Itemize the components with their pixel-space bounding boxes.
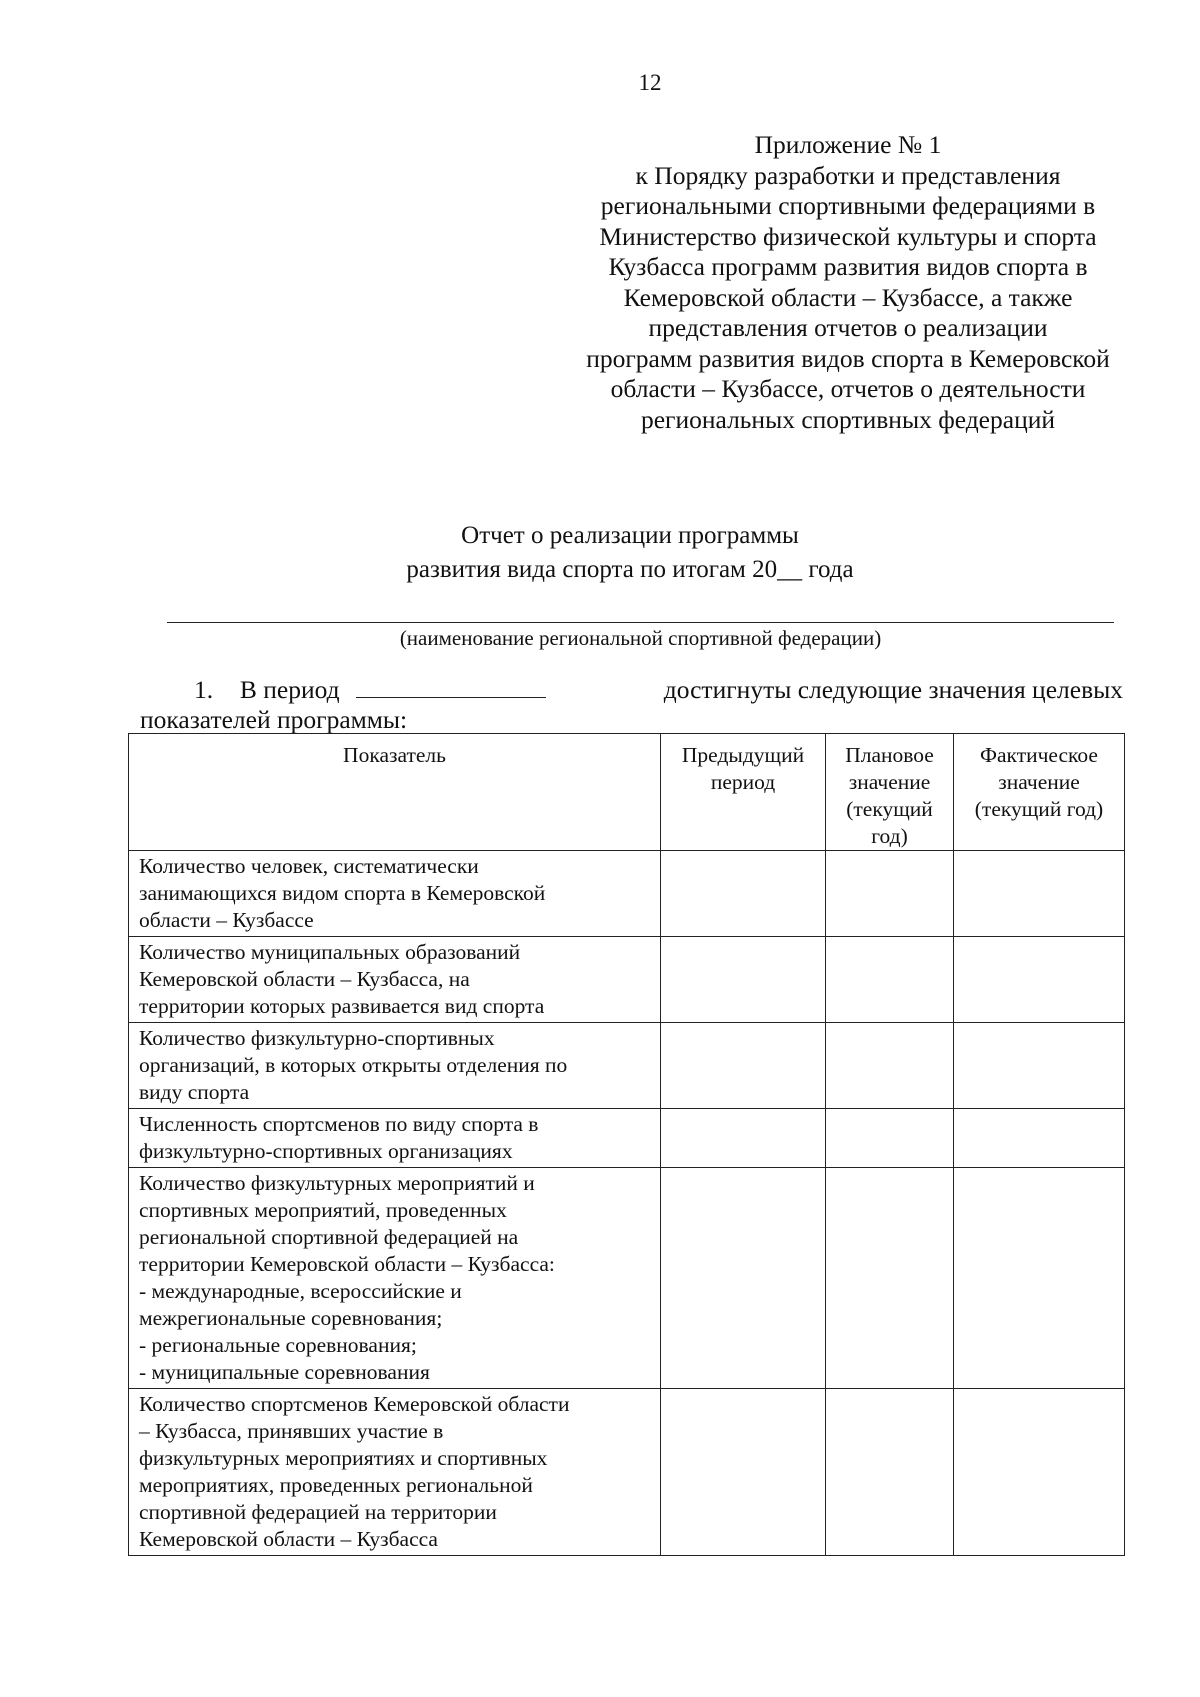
actual-value-cell[interactable] [954, 1109, 1125, 1168]
indicator-cell [129, 1023, 661, 1109]
header-actual-value: Фактическое значение (текущий год) [954, 734, 1125, 851]
planned-value-cell[interactable] [826, 937, 954, 1023]
previous-value-cell[interactable] [661, 851, 826, 937]
actual-value-cell[interactable] [954, 937, 1125, 1023]
table-row [129, 1389, 1125, 1556]
report-title [330, 519, 930, 587]
previous-value-cell[interactable] [661, 1109, 826, 1168]
planned-value-cell[interactable] [826, 1168, 954, 1389]
indicator-line: спортивных мероприятий, проведенных [139, 1198, 507, 1222]
indicator-line: Количество муниципальных образований [139, 940, 521, 964]
previous-value-cell[interactable] [661, 1389, 826, 1556]
indicator-line: межрегиональные соревнования; [139, 1306, 443, 1330]
table-row [129, 1023, 1125, 1109]
report-title-line2: развития вида спорта по итогам 20__ года [406, 556, 854, 583]
indicator-line: Количество спортсменов Кемеровской области [139, 1392, 570, 1416]
indicator-line: - муниципальные соревнования [139, 1360, 430, 1384]
appendix-line: программ развития видов спорта в Кемеровской [586, 343, 1110, 373]
paragraph-line2: показателей программы: [140, 705, 408, 734]
actual-value-cell[interactable] [954, 851, 1125, 937]
previous-value-cell[interactable] [661, 937, 826, 1023]
indicator-cell [129, 1109, 661, 1168]
table-header-row [129, 734, 1125, 851]
appendix-line: Министерство физической культуры и спорта [599, 221, 1097, 251]
indicator-line: мероприятиях, проведенных региональной [139, 1473, 533, 1497]
planned-value-cell[interactable] [826, 851, 954, 937]
report-title-line1: Отчет о реализации программы [461, 522, 799, 549]
period-blank [356, 675, 546, 698]
indicator-line: занимающихся видом спорта в Кемеровской [139, 881, 546, 905]
appendix-line: представления отчетов о реализации [648, 313, 1048, 342]
indicator-cell [129, 937, 661, 1023]
indicator-line: Численность спортсменов по виду спорта в [139, 1112, 539, 1136]
indicator-line: - региональные соревнования; [139, 1333, 417, 1357]
section-number: 1. [194, 675, 214, 704]
previous-value-cell[interactable] [661, 1023, 826, 1109]
page-number: 12 [638, 70, 662, 95]
appendix-line: Приложение № 1 [754, 130, 942, 159]
table-row [129, 851, 1125, 937]
indicator-line: региональной спортивной федерацией на [139, 1225, 519, 1249]
indicator-line: Количество физкультурных мероприятий и [139, 1171, 535, 1195]
indicator-line: виду спорта [139, 1080, 250, 1104]
indicator-line: спортивной федерацией на территории [139, 1500, 497, 1524]
indicator-line: Кемеровской области – Кузбасса, на [139, 967, 470, 991]
indicator-line: физкультурно-спортивных организациях [139, 1139, 513, 1163]
table-row [129, 937, 1125, 1023]
section-1-paragraph [140, 675, 1123, 735]
header-indicator: Показатель [129, 734, 661, 851]
federation-caption: (наименование региональной спортивной федерации) [399, 626, 882, 650]
indicator-line: Количество физкультурно-спортивных [139, 1026, 495, 1050]
indicator-line: физкультурных мероприятиях и спортивных [139, 1446, 548, 1470]
indicator-cell [129, 851, 661, 937]
appendix-line: Кузбасса программ развития видов спорта в [608, 252, 1088, 281]
previous-value-cell[interactable] [661, 1168, 826, 1389]
appendix-line: области – Кузбассе, отчетов о деятельности [610, 374, 1086, 403]
planned-value-cell[interactable] [826, 1109, 954, 1168]
period-suffix: достигнуты следующие значения целевых [663, 675, 1123, 704]
table-row [129, 1168, 1125, 1389]
period-prefix: В период [239, 675, 340, 704]
header-previous-period: Предыдущий период [661, 734, 826, 851]
indicator-line: территории которых развивается вид спорта [139, 994, 545, 1018]
indicator-line: Кемеровской области – Кузбасса [139, 1527, 438, 1551]
appendix-header [548, 130, 1148, 435]
actual-value-cell[interactable] [954, 1023, 1125, 1109]
indicator-line: области – Кузбассе [139, 908, 314, 932]
actual-value-cell[interactable] [954, 1389, 1125, 1556]
header-planned-value: Плановое значение (текущий год) [826, 734, 954, 851]
planned-value-cell[interactable] [826, 1023, 954, 1109]
indicator-line: организаций, в которых открыты отделения по [139, 1053, 568, 1077]
indicators-table [128, 733, 1125, 1556]
indicator-cell [129, 1389, 661, 1556]
indicator-line: территории Кемеровской области – Кузбасса: [139, 1252, 555, 1276]
indicator-cell [129, 1168, 661, 1389]
table-row [129, 1109, 1125, 1168]
appendix-line: региональных спортивных федераций [640, 404, 1056, 434]
indicator-line: – Кузбасса, принявших участие в [139, 1419, 444, 1443]
planned-value-cell[interactable] [826, 1389, 954, 1556]
actual-value-cell[interactable] [954, 1168, 1125, 1389]
appendix-line: региональными спортивными федерациями в [600, 191, 1096, 220]
indicator-line: Количество человек, систематически [139, 854, 479, 878]
federation-name-line [167, 622, 1114, 623]
appendix-line: к Порядку разработки и представления [635, 160, 1061, 190]
appendix-line: Кемеровской области – Кузбассе, а также [623, 282, 1073, 312]
indicator-line: - международные, всероссийские и [139, 1279, 462, 1303]
